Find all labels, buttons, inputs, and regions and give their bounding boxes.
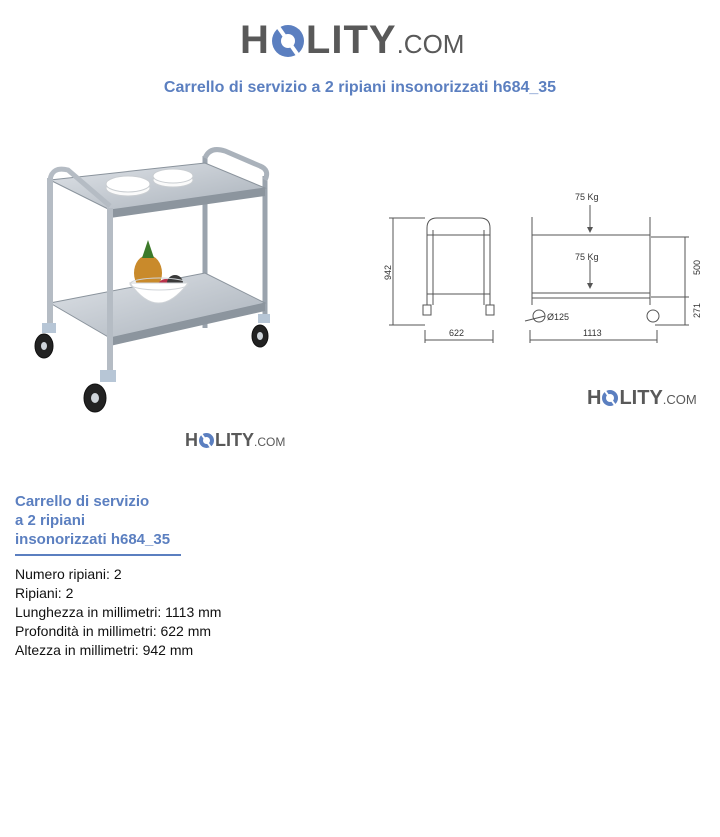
product-heading-line: Carrello di servizio (15, 493, 150, 510)
spec-item: Ripiani: 2 (15, 585, 74, 601)
technical-drawing (385, 180, 705, 345)
logo-text-domain: .COM (254, 435, 286, 449)
spec-item: Numero ripiani: 2 (15, 566, 122, 582)
dim-height-total: 942 (383, 264, 393, 280)
product-photo (20, 118, 290, 423)
logo-o-icon (272, 25, 304, 57)
logo-text-lity: LITY (305, 18, 397, 62)
logo-text-domain: .COM (396, 29, 465, 59)
spec-list (15, 565, 221, 660)
dim-length: 1113 (583, 328, 602, 338)
dim-height-shelf: 500 (692, 259, 702, 275)
load-label-bottom: 75 Kg (575, 252, 599, 262)
logo-text-h: H (240, 18, 270, 62)
product-heading-line: insonorizzati h684_35 (15, 531, 171, 548)
logo-text-h: H (185, 430, 198, 450)
dim-depth: 622 (449, 328, 465, 338)
dim-wheel: Ø125 (547, 312, 570, 322)
product-heading-line: a 2 ripiani (15, 512, 86, 529)
logo-text-lity: LITY (619, 387, 663, 409)
logo-o-icon (602, 390, 618, 406)
spec-item: Lunghezza in millimetri: 1113 mm (15, 604, 222, 620)
spec-item: Altezza in millimetri: 942 mm (15, 642, 194, 658)
logo-text-lity: LITY (215, 430, 254, 450)
product-heading (15, 492, 215, 549)
logo-text-domain: .COM (662, 392, 697, 407)
holity-logo-small (587, 387, 697, 410)
load-label-top: 75 Kg (575, 192, 599, 202)
heading-underline (15, 554, 181, 556)
dim-height-lower: 271 (692, 302, 702, 318)
holity-logo[interactable] (240, 18, 464, 63)
holity-logo-small (185, 430, 285, 451)
logo-text-h: H (587, 387, 602, 409)
page-title: Carrello di servizio a 2 ripiani insonorizzati h684_35 (163, 79, 557, 96)
logo-o-icon (199, 433, 214, 448)
spec-item: Profondità in millimetri: 622 mm (15, 623, 212, 639)
